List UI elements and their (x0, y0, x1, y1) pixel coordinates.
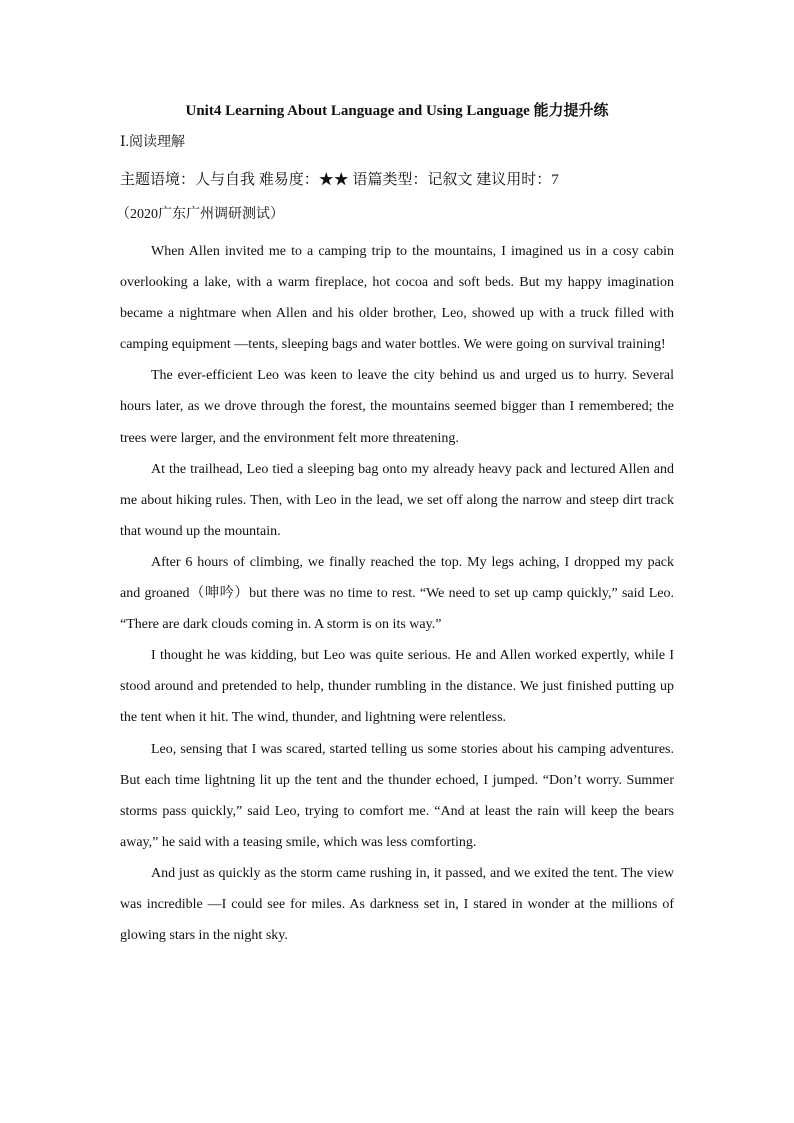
source-note: （2020广东广州调研测试） (116, 207, 284, 222)
paragraph: Leo, sensing that I was scared, started telling us some stories about his camping adventures. But each time lightning lit up the tent and the thunder echoed, I jumped. “Don’t worry. Summer storms pass quickly,” said Leo, trying to comfort me. “And at least the rain will keep the bears away,” he said with a teasing smile, which was less comforting. (120, 741, 674, 850)
paragraph: At the trailhead, Leo tied a sleeping bag onto my already heavy pack and lectured Allen and me about hiking rules. Then, with Leo in the lead, we set off along the narrow and steep dirt track that wound up the mountain. (120, 461, 674, 539)
paragraph: I thought he was kidding, but Leo was quite serious. He and Allen worked expertly, while I stood around and pretended to help, thunder rumbling in the distance. We just finished putting up the tent when it hit. The wind, thunder, and lightning were relentless. (120, 648, 674, 726)
document-title: Unit4 Learning About Language and Using Language 能力提升练 (185, 103, 609, 119)
paragraph: The ever-efficient Leo was keen to leave the city behind us and urged us to hurry. Several hours later, as we drove through the forest, the mountains seemed bigger than I remembered; the trees were larger, and the environment felt more threatening. (120, 368, 674, 446)
paragraph: When Allen invited me to a camping trip to the mountains, I imagined us in a cosy cabin overlooking a lake, with a warm fireplace, hot cocoa and soft beds. But my happy imagination became a nightmare when Allen and his older brother, Leo, showed up with a truck filled with camping equipment —tents, sleeping bags and water bottles. We were going on survival training! (120, 244, 674, 353)
paragraph: And just as quickly as the storm came rushing in, it passed, and we exited the tent. The view was incredible —I could see for miles. As darkness set in, I stared in wonder at the millions of glowing stars in the night sky. (120, 865, 674, 944)
reading-passage (120, 236, 674, 951)
topic-meta-line: 主题语境：人与自我 难易度：★★ 语篇类型：记叙文 建议用时：7 (120, 172, 559, 188)
paragraph: After 6 hours of climbing, we finally reached the top. My legs aching, I dropped my pack and groaned（呻吟）but there was no time to rest. “We need to set up camp quickly,” said Leo. “There are dark clouds coming in. A storm is on its way.” (120, 554, 674, 633)
section-heading: Ⅰ.阅读理解 (120, 135, 186, 150)
